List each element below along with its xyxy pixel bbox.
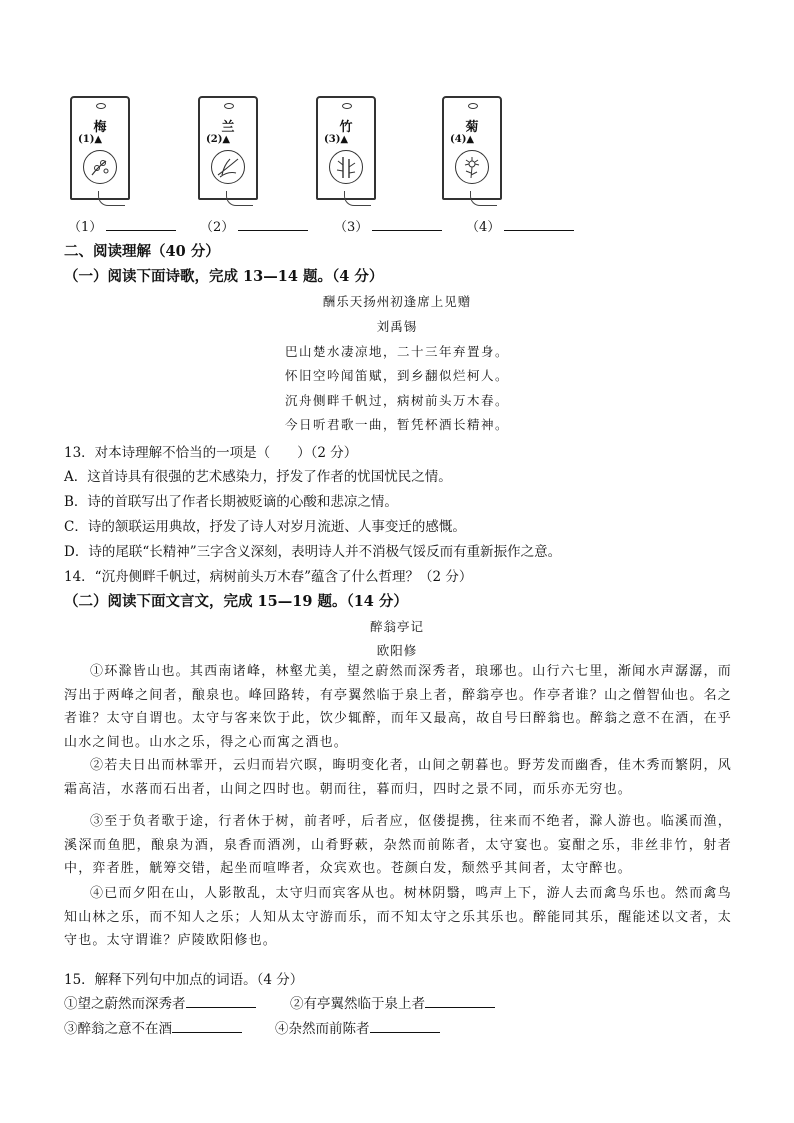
card-index: (1)▲ <box>78 134 103 145</box>
card-char: 竹 <box>339 120 353 135</box>
blank-label: （3） <box>334 220 369 235</box>
card-char: 兰 <box>221 120 235 135</box>
bookmark-cards <box>70 96 590 200</box>
section-heading: 二、阅读理解（40 分） <box>64 243 220 260</box>
blank-2 <box>200 216 308 235</box>
option-c: C．诗的颔联运用典故，抒发了诗人对岁月流逝、人事变迁的感慨。 <box>64 519 466 535</box>
chrysanthemum-icon <box>455 150 489 184</box>
question-15: 15．解释下列句中加点的词语。（4 分） <box>64 972 304 988</box>
q15-item-text: ②有亭翼然临于泉上者 <box>290 996 425 1012</box>
blank-1 <box>68 216 176 235</box>
card-hole <box>468 103 478 109</box>
essay-title: 醉翁亭记 <box>369 619 424 634</box>
q15-item-3 <box>64 1017 242 1037</box>
poem-line: 今日听君歌一曲，暂凭杯酒长精神。 <box>284 417 509 432</box>
blank-3 <box>334 216 442 235</box>
q15-item-2 <box>290 992 495 1012</box>
answer-line[interactable] <box>186 994 256 1008</box>
part1-heading: （一）阅读下面诗歌，完成 13—14 题。（4 分） <box>64 268 384 285</box>
poem-line: 沉舟侧畔千帆过，病树前头万木春。 <box>284 393 509 408</box>
essay-paragraph-3: ③至于负者歌于途，行者休于树，前者呼，后者应，伛偻提携，往来而不绝者，滁人游也。临溪而渔，溪深而鱼肥，酿泉为酒，泉香而酒冽，山肴野蔌，杂然而前陈者，太守宴也。宴酣之乐，非丝非竹，射者中，弈者胜，觥筹交错，起坐而喧哗者，众宾欢也。苍颜白发，颓然乎其间者，太守醉也。 <box>64 814 732 876</box>
essay-paragraph-1: ①环滁皆山也。其西南诸峰，林壑尤美，望之蔚然而深秀者，琅琊也。山行六七里，渐闻水声潺潺，而泻出于两峰之间者，酿泉也。峰回路转，有亭翼然临于泉上者，醉翁亭也。作亭者谁？山之僧智仙也。名之者谁？太守自谓也。太守与客来饮于此，饮少辄醉，而年又最高，故自号曰醉翁也。醉翁之意不在酒，在乎山水之间也。山水之乐，得之心而寓之酒也。 <box>64 664 732 750</box>
q15-item-text: ④杂然而前陈者 <box>275 1021 370 1037</box>
question-14: 14．“沉舟侧畔千帆过，病树前头万木春”蕴含了什么哲理？（2 分） <box>64 569 473 585</box>
essay-paragraph-2: ②若夫日出而林霏开，云归而岩穴暝，晦明变化者，山间之朝暮也。野芳发而幽香，佳木秀而繁阴，风霜高洁，水落而石出者，山间之四时也。朝而往，暮而归，四时之景不同，而乐亦无穷也。 <box>64 758 732 797</box>
answer-line[interactable] <box>172 1019 242 1033</box>
card-char: 梅 <box>93 120 107 135</box>
blank-line[interactable] <box>372 218 442 231</box>
part2-heading: （二）阅读下面文言文，完成 15—19 题。（14 分） <box>64 593 408 610</box>
bookmark-card-chrysanthemum <box>442 96 502 200</box>
option-b: B．诗的首联写出了作者长期被贬谪的心酸和悲凉之情。 <box>64 494 398 510</box>
card-tassel <box>344 191 371 206</box>
card-index: (4)▲ <box>450 134 475 145</box>
card-hole <box>342 103 352 109</box>
poem-title: 酬乐天扬州初逢席上见赠 <box>322 294 472 309</box>
poem-line: 巴山楚水凄凉地，二十三年弃置身。 <box>284 344 509 359</box>
card-tassel <box>98 191 125 206</box>
card-char: 菊 <box>465 120 479 135</box>
poem-author: 刘禹锡 <box>376 319 418 334</box>
plum-blossom-icon <box>83 150 117 184</box>
card-hole <box>96 103 106 109</box>
orchid-icon <box>211 150 245 184</box>
answer-line[interactable] <box>425 994 495 1008</box>
q15-item-4 <box>275 1017 440 1037</box>
card-index: (2)▲ <box>206 134 231 145</box>
q15-item-1 <box>64 992 256 1012</box>
blank-label: （2） <box>200 220 235 235</box>
q15-item-text: ③醉翁之意不在酒 <box>64 1021 172 1037</box>
bookmark-card-bamboo <box>316 96 376 200</box>
option-a: A．这首诗具有很强的艺术感染力，抒发了作者的忧国忧民之情。 <box>64 469 452 485</box>
card-hole <box>224 103 234 109</box>
bamboo-icon <box>329 150 363 184</box>
bookmark-card-orchid <box>198 96 258 200</box>
blank-line[interactable] <box>238 218 308 231</box>
card-tassel <box>470 191 497 206</box>
card-index: (3)▲ <box>324 134 349 145</box>
poem-line: 怀旧空吟闻笛赋，到乡翻似烂柯人。 <box>284 368 509 383</box>
blank-label: （4） <box>466 220 501 235</box>
blank-label: （1） <box>68 220 103 235</box>
option-d: D．诗的尾联“长精神”三字含义深刻，表明诗人并不消极气馁反而有重新振作之意。 <box>64 544 562 560</box>
blank-line[interactable] <box>106 218 176 231</box>
card-tassel <box>226 191 253 206</box>
question-13: 13．对本诗理解不恰当的一项是（ ）（2 分） <box>64 445 358 461</box>
answer-line[interactable] <box>370 1019 440 1033</box>
blank-line[interactable] <box>504 218 574 231</box>
essay-author: 欧阳修 <box>376 643 418 658</box>
blank-4 <box>466 216 574 235</box>
bookmark-card-plum <box>70 96 130 200</box>
essay-paragraph-4: ④已而夕阳在山，人影散乱，太守归而宾客从也。树林阴翳，鸣声上下，游人去而禽鸟乐也。然而禽鸟知山林之乐，而不知人之乐；人知从太守游而乐，而不知太守之乐其乐也。醉能同其乐，醒能述以文者，太守也。太守谓谁？庐陵欧阳修也。 <box>64 886 732 948</box>
q15-item-text: ①望之蔚然而深秀者 <box>64 996 186 1012</box>
